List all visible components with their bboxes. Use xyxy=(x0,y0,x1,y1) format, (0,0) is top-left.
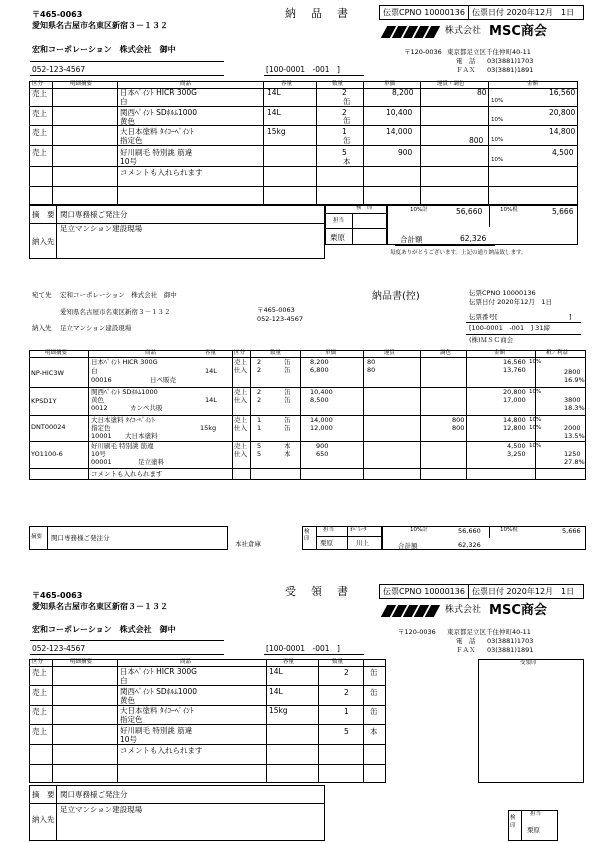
row-tax: 10% xyxy=(491,137,504,143)
copy-row-capacity: 14L xyxy=(205,396,217,404)
copy-row-unit-sale: 缶 xyxy=(284,358,291,366)
row-qty: 1 xyxy=(342,127,347,136)
copy-row-tax: 10% xyxy=(529,443,542,449)
copy-row-kubun-purchase: 仕入 xyxy=(234,396,247,404)
copy-row-amount-purchase: 3,250 xyxy=(507,450,526,458)
row-price: 14,000 xyxy=(386,127,413,136)
row-tax: 10% xyxy=(491,117,504,123)
copy-row-spec: 10号 xyxy=(91,450,106,458)
copy-remarks-label: 摘要 xyxy=(31,534,43,540)
row-qty: 2 xyxy=(342,88,347,97)
copy-operator-label: ｵﾍﾟﾚｰﾀ xyxy=(350,527,367,533)
receipt-dest: 足立マンション建設現場 xyxy=(60,805,143,814)
row-product: 関西ﾍﾟｲﾝﾄ SDﾎﾙﾑ1000 xyxy=(120,108,198,117)
receipt-row-kubun: 売上 xyxy=(32,688,47,697)
receipt-header-shohin: 商品 xyxy=(180,659,192,665)
receipt-phone: 052-123-4567 xyxy=(32,644,86,653)
row-kubun: 売上 xyxy=(32,148,47,157)
copy-tanto-name: 栗原 xyxy=(320,539,333,547)
copy-tax10-label: 10%計 xyxy=(410,527,428,533)
copy-comment: コメントも入れられます xyxy=(91,470,163,478)
copy-row-amount-purchase: 17,000 xyxy=(503,396,526,404)
copy-tanto-label: 担当 xyxy=(323,527,335,533)
receipt-fax: 03(3881)1891 xyxy=(487,646,534,654)
row-qty: 5 xyxy=(342,148,347,157)
recipient-postal: 〒465-0063 xyxy=(32,10,83,19)
row-qty: 2 xyxy=(342,108,347,117)
receipt-row-product: 好川刷毛 特別誂 筋違 xyxy=(120,726,193,735)
receipt-row-spec: 指定色 xyxy=(120,715,143,724)
copy-tax10b-amount: 5,666 xyxy=(562,527,581,535)
copy-row-price-sale: 900 xyxy=(316,442,329,450)
copy-row-spec: 黄色 xyxy=(91,396,104,404)
copy-postal: 〒465-0063 xyxy=(257,306,295,314)
sender-tel-label: 電 話 xyxy=(456,57,476,65)
remarks-label: 摘 要 xyxy=(32,210,55,219)
receipt-row-unit: 缶 xyxy=(370,688,378,697)
copy-operator-name: 川上 xyxy=(356,539,369,547)
copy-row-meisai: KPSD1Y xyxy=(31,397,57,405)
receipt-fax-label: ＦＡＸ xyxy=(456,646,476,654)
company-prefix: 株式会社 xyxy=(445,26,482,36)
dest-label: 納入先 xyxy=(32,237,55,246)
copy-row-tax-purchase: 10% xyxy=(529,425,542,431)
receipt-code: [100-0001 -001 ] xyxy=(266,644,340,653)
receipt-row-kubun: 売上 xyxy=(32,668,47,677)
copy-row-vendor: カンペ共販 xyxy=(130,404,163,412)
copy-row-amount-sale: 16,560 xyxy=(503,358,526,366)
copy-row-code: 0012 xyxy=(91,404,108,412)
copy-header-tanka: 単価 xyxy=(325,350,337,356)
row-capacity: 14L xyxy=(267,88,281,97)
tax10b-label: 10%税 xyxy=(500,207,518,213)
row-capacity: 14L xyxy=(267,108,281,117)
row-product: 好川刷毛 特別誂 筋違 xyxy=(120,148,193,157)
receipt-address: 愛知県名古屋市名東区新宿３－１３２ xyxy=(32,602,168,611)
receipt-row-product: 関西ﾍﾟｲﾝﾄ SDﾎﾙﾑ1000 xyxy=(120,687,198,696)
receipt-row-unit: 缶 xyxy=(370,668,378,677)
copy-row-qty-sale: 5 xyxy=(257,442,262,450)
copy-row-vendor: 大日本塗料 xyxy=(125,432,158,440)
receipt-row-capacity: 14L xyxy=(269,667,283,676)
warehouse: 本社倉庫 xyxy=(235,540,261,548)
receipt-kenin-label: 検印 xyxy=(510,815,516,829)
row-product: 日本ﾍﾟｲﾝﾄ HICR 300G xyxy=(120,88,197,97)
row-kubun: 売上 xyxy=(32,109,47,118)
sender-tel: 03(3881)1703 xyxy=(487,57,534,65)
copy-header-meisai: 明細摘要 xyxy=(45,350,68,356)
copy-address: 愛知県名古屋市名東区新宿３－１３２ xyxy=(60,308,171,316)
copy-row-freight-purchase: 80 xyxy=(367,366,376,374)
copy-row-rate: 27.8% xyxy=(564,458,585,466)
row-product-spec: 指定色 xyxy=(120,136,143,145)
thanks-text: 毎度ありがとうございます。上記の通り納品致します。 xyxy=(390,250,527,256)
copy-row-profit: 2800 xyxy=(564,368,581,376)
slip-code: [100-0001 -001 ] 31締 xyxy=(469,324,550,332)
copy-row-capacity: 14L xyxy=(205,367,217,375)
tanto-label: 担当 xyxy=(333,218,345,224)
tax10-amount: 56,660 xyxy=(456,207,483,216)
copy-row-price-sale: 10,400 xyxy=(310,388,333,396)
header-shohin: 商品 xyxy=(180,81,192,87)
inspection-label: 検 印 xyxy=(356,205,373,211)
copy-row-amount-purchase: 13,760 xyxy=(503,366,526,374)
copy-row-meisai: YO1100-6 xyxy=(31,450,63,458)
copy-row-unit-purchase: 本 xyxy=(284,450,291,458)
copy-header-suryo: 数量 xyxy=(270,350,282,356)
sender-postal: 〒120-0036 xyxy=(404,48,442,56)
voucher-no: 伝票CPNO 10000136 xyxy=(380,6,469,19)
receipt-row-unit: 缶 xyxy=(370,707,378,716)
row-price: 10,400 xyxy=(386,108,413,117)
receipt-row-qty: 5 xyxy=(344,727,349,736)
row-unit: 缶 xyxy=(343,116,351,125)
copy-row-amount-sale: 14,800 xyxy=(503,416,526,424)
receipt-row-qty: 1 xyxy=(344,707,349,716)
receipt-sender-address: 東京都足立区千住仲町40-11 xyxy=(447,628,531,636)
receipt-remarks-label: 摘 要 xyxy=(32,790,55,799)
copy-row-qty-purchase: 2 xyxy=(257,396,262,404)
row-amount: 20,800 xyxy=(549,108,576,117)
copy-row-profit: 2000 xyxy=(564,424,581,432)
copy-row-product: 関西ﾍﾟｲﾝﾄ SDﾎﾙﾑ1000 xyxy=(91,388,158,396)
document-title: 納 品 書 xyxy=(285,7,350,20)
copy-row-product: 大日本塗料 ﾀｲｺｰﾍﾟｲﾝﾄ xyxy=(91,416,155,424)
receipt-tanto-name: 栗原 xyxy=(527,826,540,834)
receipt-row-qty: 2 xyxy=(344,688,349,697)
copy-row-code: 00001 xyxy=(91,458,112,466)
receipt-voucher-no: 伝票CPNO 10000136 xyxy=(380,585,469,598)
sender-address: 東京都足立区千住仲町40-11 xyxy=(447,48,531,56)
header-meisai: 明細摘要 xyxy=(70,81,93,87)
copy-kenin-label: 検印 xyxy=(304,529,310,543)
ate-label: 宛て先 xyxy=(32,291,52,299)
copy-company: (株)ＭＳＣ商会 xyxy=(469,336,514,344)
voucher-date: 伝票日付 2020年12月 1日 xyxy=(471,8,575,17)
row-product-spec: 白 xyxy=(120,97,128,106)
copy-row-color-purchase: 800 xyxy=(452,424,465,432)
copy-row-unit-sale: 缶 xyxy=(284,388,291,396)
receipt-row-capacity: 15kg xyxy=(269,706,288,715)
receipt-dest-label: 納入先 xyxy=(32,815,55,824)
copy-header-arari: 粗／利益 xyxy=(546,350,569,356)
recipient-name: 宏和コーポレーション 株式会社 御中 xyxy=(32,45,176,54)
copy-row-price-purchase: 650 xyxy=(316,450,329,458)
copy-row-unit-sale: 本 xyxy=(284,442,291,450)
receipt-company-prefix: 株式会社 xyxy=(445,605,482,615)
receipt-company-name: MSC商会 xyxy=(489,603,547,618)
copy-header-kubun: 区分 xyxy=(234,350,246,356)
total-amount: 62,326 xyxy=(460,234,487,243)
copy-row-qty-sale: 2 xyxy=(257,358,262,366)
receipt-row-kubun: 売上 xyxy=(32,727,47,736)
copy-row-qty-purchase: 5 xyxy=(257,450,262,458)
row-unit: 缶 xyxy=(343,97,351,106)
copy-total-amount: 62,326 xyxy=(458,541,481,549)
copy-row-kubun-sale: 売上 xyxy=(234,416,247,424)
copy-row-profit: 3800 xyxy=(564,396,581,404)
row-amount: 16,560 xyxy=(549,88,576,97)
receipt-row-spec: 白 xyxy=(120,676,128,685)
row-tax: 10% xyxy=(491,157,504,163)
tax10-label: 10%計 xyxy=(410,207,428,213)
copy-header-kingaku: 金額 xyxy=(494,350,506,356)
copy-row-kubun-purchase: 仕入 xyxy=(234,366,247,374)
receipt-header-suryo: 数量 xyxy=(332,659,344,665)
copy-row-tax: 10% xyxy=(529,359,542,365)
header-tanka: 単価 xyxy=(384,81,396,87)
row-amount: 4,500 xyxy=(552,148,574,157)
header-yoryo: 容量 xyxy=(281,81,293,87)
receipt-remarks: 関口専務様ご発注分 xyxy=(60,790,128,799)
copy-row-price-sale: 8,200 xyxy=(310,358,329,366)
receipt-title: 受 領 書 xyxy=(285,585,350,598)
company-logo-mark xyxy=(384,26,437,38)
copy-row-price-purchase: 6,800 xyxy=(310,366,329,374)
copy-row-price-sale: 14,000 xyxy=(310,416,333,424)
copy-row-tax: 10% xyxy=(529,417,542,423)
copy-row-tax: 10% xyxy=(529,389,542,395)
copy-row-freight-sale: 80 xyxy=(367,358,376,366)
copy-row-spec: 指定色 xyxy=(91,424,111,432)
row-comment: コメントも入れられます xyxy=(120,168,203,177)
copy-voucher-no: 伝票CPNO 10000136 xyxy=(469,289,536,297)
copy-row-unit-sale: 缶 xyxy=(284,416,291,424)
copy-row-rate: 13.5% xyxy=(564,432,585,440)
copy-row-qty-purchase: 2 xyxy=(257,366,262,374)
copy-row-kubun-purchase: 仕入 xyxy=(234,450,247,458)
slip-no-label: 伝票番号[ xyxy=(469,313,498,321)
receipt-header-yoryo: 容量 xyxy=(283,659,295,665)
copy-title: 納品書(控) xyxy=(372,291,420,302)
receipt-row-product: 日本ﾍﾟｲﾝﾄ HICR 300G xyxy=(120,667,197,676)
copy-voucher-date: 伝票日付 2020年12月 1日 xyxy=(469,298,553,306)
total-label: 合計額 xyxy=(400,235,423,244)
receipt-row-capacity: 14L xyxy=(269,687,283,696)
copy-row-product: 好川刷毛 特別誂 筋違 xyxy=(91,442,154,450)
row-kubun: 売上 xyxy=(32,89,47,98)
row-product-spec: 10号 xyxy=(120,157,138,166)
copy-total-label: 合計額 xyxy=(398,542,418,550)
row-unit: 缶 xyxy=(343,136,351,145)
copy-remarks: 関口専務様ご発注分 xyxy=(51,534,110,542)
header-kingaku: 金額 xyxy=(527,81,539,87)
copy-row-vendor: 足立塗料 xyxy=(138,458,164,466)
row-freight: 800 xyxy=(469,136,484,145)
row-tax: 10% xyxy=(491,98,504,104)
receipt-tel: 03(3881)1703 xyxy=(487,637,534,645)
copy-row-color-sale: 800 xyxy=(452,416,465,424)
row-price: 900 xyxy=(398,148,413,157)
tax10b-amount: 5,666 xyxy=(552,207,574,216)
copy-row-qty-sale: 1 xyxy=(257,416,262,424)
copy-dest-label: 納入先 xyxy=(32,324,52,332)
copy-row-kubun-sale: 売上 xyxy=(234,358,247,366)
receipt-stamp-label: 受領印 xyxy=(520,660,537,666)
row-kubun: 売上 xyxy=(32,128,47,137)
copy-row-code: 00016 xyxy=(91,376,112,384)
voucher-box xyxy=(379,5,584,20)
copy-row-rate: 16.9% xyxy=(564,376,585,384)
row-unit: 本 xyxy=(343,157,351,166)
receipt-row-qty: 2 xyxy=(344,668,349,677)
copy-row-amount-purchase: 12,800 xyxy=(503,424,526,432)
copy-row-product: 日本ﾍﾟｲﾝﾄ HICR 300G xyxy=(91,358,158,366)
copy-row-code: 10001 xyxy=(91,432,112,440)
copy-row-rate: 18.3% xyxy=(564,404,585,412)
copy-row-unit-purchase: 缶 xyxy=(284,366,291,374)
slip-no-close: ] xyxy=(569,313,572,321)
receipt-header-kubun: 区分 xyxy=(32,659,44,665)
row-amount: 14,800 xyxy=(549,127,576,136)
tanto-name: 栗原 xyxy=(330,233,345,242)
receipt-voucher-date: 伝票日付 2020年12月 1日 xyxy=(471,587,575,596)
header-kubun: 区分 xyxy=(32,81,44,87)
receipt-comment: コメントも入れられます xyxy=(120,746,203,755)
header-suryo: 数量 xyxy=(332,81,344,87)
copy-header-shohin: 商品 xyxy=(145,350,157,356)
receipt-company-logo xyxy=(384,604,547,617)
copy-row-price-purchase: 8,500 xyxy=(310,396,329,404)
copy-row-vendor: 日ペ販売 xyxy=(150,376,176,384)
copy-row-kubun-sale: 売上 xyxy=(234,442,247,450)
company-logo xyxy=(384,25,547,38)
copy-tax10-amount: 56,660 xyxy=(458,527,481,535)
copy-row-meisai: NP-HIC3W xyxy=(31,369,64,377)
receipt-customer: 宏和コーポレーション 株式会社 御中 xyxy=(32,625,176,634)
row-capacity: 15kg xyxy=(267,127,286,136)
recipient-phone: 052-123-4567 xyxy=(32,65,86,74)
copy-header-choshoku: 調色 xyxy=(440,350,452,356)
row-price: 8,200 xyxy=(392,88,414,97)
receipt-logo-mark xyxy=(384,605,437,617)
receipt-sender-postal: 〒120-0036 xyxy=(398,628,436,636)
copy-row-amount-sale: 4,500 xyxy=(507,442,526,450)
copy-inspection-box xyxy=(302,526,382,550)
sender-fax: 03(3881)1891 xyxy=(487,66,534,74)
copy-row-qty-purchase: 1 xyxy=(257,424,262,432)
receipt-row-spec: 黄色 xyxy=(120,696,135,705)
receipt-row-unit: 本 xyxy=(370,727,378,736)
receipt-stamp-box xyxy=(478,659,584,783)
copy-header-unchin: 運賃 xyxy=(384,350,396,356)
copy-row-meisai: DNT00024 xyxy=(31,423,66,431)
copy-row-amount-sale: 20,800 xyxy=(503,388,526,396)
copy-row-kubun-sale: 売上 xyxy=(234,388,247,396)
receipt-postal: 〒465-0063 xyxy=(32,591,83,600)
copy-tax10b-label: 10%税 xyxy=(500,527,518,533)
copy-row-unit-purchase: 缶 xyxy=(284,396,291,404)
copy-row-unit-purchase: 缶 xyxy=(284,424,291,432)
copy-customer: 宏和コーポレーション 株式会社 御中 xyxy=(60,291,177,299)
row-freight: 80 xyxy=(477,88,487,97)
copy-row-qty-sale: 2 xyxy=(257,388,262,396)
receipt-voucher-box xyxy=(379,584,584,599)
recipient-address: 愛知県名古屋市名東区新宿３－１３２ xyxy=(32,21,168,30)
copy-header-yoryo: 容量 xyxy=(205,350,217,356)
receipt-row-spec: 10号 xyxy=(120,735,138,744)
customer-code: [100-0001 -001 ] xyxy=(266,65,340,74)
receipt-tanto-label: 担当 xyxy=(530,811,542,817)
remarks-text: 関口専務様ご発注分 xyxy=(60,210,128,219)
copy-dest: 足立マンション建設現場 xyxy=(60,324,132,332)
copy-row-kubun-purchase: 仕入 xyxy=(234,424,247,432)
copy-row-profit: 1250 xyxy=(564,450,581,458)
company-name: MSC商会 xyxy=(489,24,547,39)
row-product-spec: 黄色 xyxy=(120,117,135,126)
dest-text: 足立マンション建設現場 xyxy=(60,224,143,233)
copy-row-spec: 白 xyxy=(91,367,98,375)
receipt-tel-label: 電 話 xyxy=(456,637,476,645)
copy-phone: 052-123-4567 xyxy=(257,315,304,323)
copy-row-price-purchase: 12,000 xyxy=(310,424,333,432)
header-unchin: 運賃・調色 xyxy=(437,81,465,87)
copy-row-capacity: 15kg xyxy=(200,424,217,432)
row-product: 大日本塗料 ﾀｲｺｰﾍﾟｲﾝﾄ xyxy=(120,127,194,136)
receipt-row-kubun: 売上 xyxy=(32,707,47,716)
receipt-header-meisai: 明細摘要 xyxy=(70,659,93,665)
receipt-row-product: 大日本塗料 ﾀｲｺｰﾍﾟｲﾝﾄ xyxy=(120,706,194,715)
sender-fax-label: ＦＡＸ xyxy=(456,66,476,74)
